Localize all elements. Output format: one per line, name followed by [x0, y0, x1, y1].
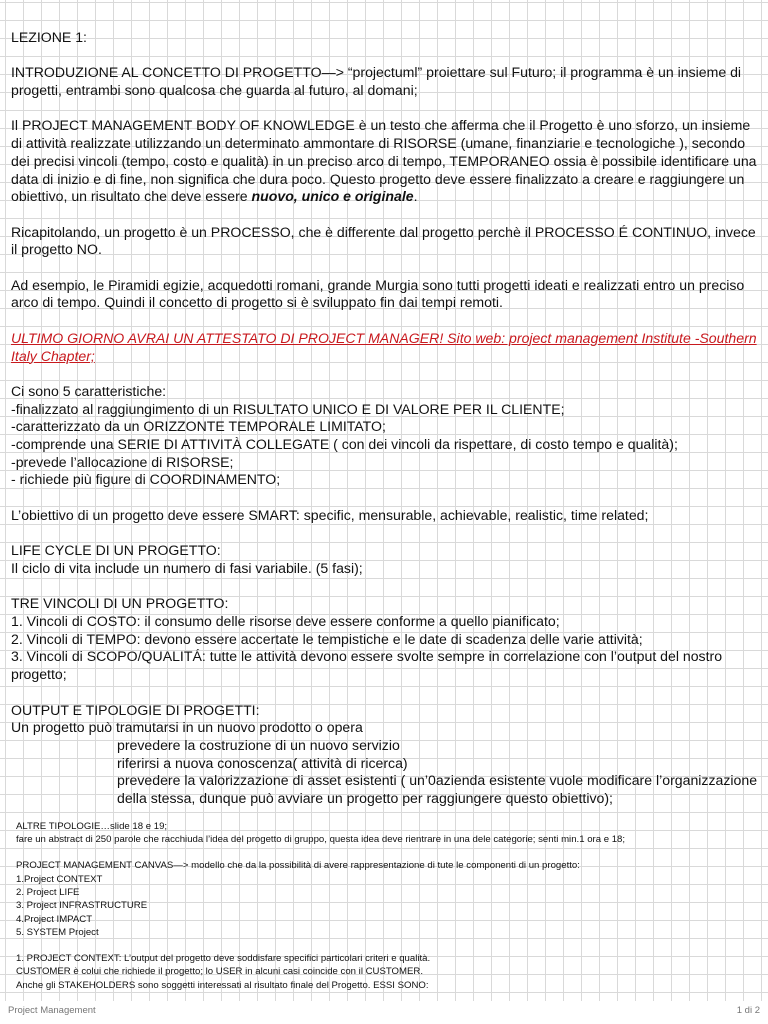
life-cycle-title: LIFE CYCLE DI UN PROGETTO: — [11, 542, 221, 559]
document-page — [11, 29, 759, 992]
page-number: 1 di 2 — [736, 1005, 760, 1016]
output-item: riferirsi a nuova conoscenza( attività di ricerca) — [117, 754, 408, 771]
canvas-item: 2. Project LIFE — [16, 886, 80, 898]
canvas-item: 1.Project CONTEXT — [16, 873, 103, 885]
characteristic-item: - richiede più figure di COORDINAMENTO; — [11, 471, 281, 488]
canvas-item: 3. Project INFRASTRUCTURE — [16, 900, 148, 912]
output-text: Un progetto può tramutarsi in un nuovo prodotto o opera — [11, 719, 363, 736]
characteristic-item: -finalizzato al raggiungimento di un RISULTATO UNICO E DI VALORE PER IL CLIENTE; — [11, 400, 565, 417]
red-note-link[interactable]: ULTIMO GIORNO AVRAI UN ATTESTATO DI PROJECT MANAGER! Sito web: project management Institute -Southern Italy Chapter; — [11, 329, 757, 364]
paragraph-recap: Ricapitolando, un progetto è un PROCESSO, che è differente dal progetto perchè il PROCESSO É CONTINUO, invece il progetto NO. — [11, 223, 756, 258]
constraint-item: 1. Vincoli di COSTO: il consumo delle risorse deve essere conforme a quello pianificato; — [11, 613, 560, 630]
other-types-note: ALTRE TIPOLOGIE…slide 18 e 19; — [16, 820, 168, 832]
output-title: OUTPUT E TIPOLOGIE DI PROGETTI: — [11, 701, 260, 718]
context-line: Anche gli STAKEHOLDERS sono soggetti interessati al risultato finale del Progetto. ESSI SONO: — [16, 979, 429, 991]
canvas-title: PROJECT MANAGEMENT CANVAS—> modello che da la possibilità di avere rappresentazione di tute le componenti di un progetto: — [16, 860, 580, 872]
paragraph-example: Ad esempio, le Piramidi egizie, acquedotti romani, grande Murgia sono tutti progetti ideati e realizzati entro un preciso arco di tempo. Quindi il concetto di progetto si è sviluppato fin dai tempi remoti. — [11, 276, 745, 311]
output-item: prevedere la costruzione di un nuovo servizio — [117, 736, 400, 753]
characteristic-item: -comprende una SERIE DI ATTIVITÀ COLLEGATE ( con dei vincoli da rispettare, di costo tempo e qualità); — [11, 436, 678, 453]
life-cycle-text: Il ciclo di vita include un numero di fasi variabile. (5 fasi); — [11, 559, 363, 576]
constraints-title: TRE VINCOLI DI UN PROGETTO: — [11, 595, 229, 612]
context-line: 1. PROJECT CONTEXT: L’output del progetto deve soddisfare specifici particolari criteri e qualità. — [16, 953, 431, 965]
pmbok-text: Il PROJECT MANAGEMENT BODY OF KNOWLEDGE è un testo che afferma che il Progetto è uno sforzo, un insieme di attività realizzate utilizzando un determinato ammontare di RISORSE (umane, finanziarie e tecnologiche ), secondo dei precisi vincoli (tempo, costo e qualità) in un preciso arco di tempo, TEMPORANEO ossia è possibile identificare una data di inizio e di fine, non significa che dura poco. Questo progetto deve essere finalizzato a creare e raggiungere un obiettivo, un risultato che deve essere — [11, 117, 757, 205]
characteristic-item: -prevede l’allocazione di RISORSE; — [11, 453, 234, 470]
paragraph-smart: L’obiettivo di un progetto deve essere SMART: specific, mensurable, achievable, realistic, time related; — [11, 506, 649, 523]
constraint-item: 3. Vincoli di SCOPO/QUALITÁ: tutte le attività devono essere svolte sempre in correlazione con l’output del nostro progetto; — [11, 648, 723, 683]
pmbok-end: . — [413, 188, 418, 205]
canvas-item: 4.Project IMPACT — [16, 913, 93, 925]
lesson-heading: LEZIONE 1: — [11, 29, 87, 45]
footer-title: Project Management — [8, 1005, 96, 1016]
paragraph-pmbok — [11, 117, 759, 206]
constraint-item: 2. Vincoli di TEMPO: devono essere accertate le tempistiche e le date di scadenza delle varie attività; — [11, 630, 643, 647]
characteristic-item: -caratterizzato da un ORIZZONTE TEMPORALE LIMITATO; — [11, 418, 386, 435]
pmbok-emphasis: nuovo, unico e originale — [251, 188, 414, 205]
page-footer — [0, 1001, 768, 1024]
output-item: prevedere la valorizzazione di asset esistenti ( un’0azienda esistente vuole modificare l’organizzazione della stessa, dunque può avviare un progetto per raggiungere questo obiettivo); — [117, 772, 758, 807]
characteristics-intro: Ci sono 5 caratteristiche: — [11, 382, 167, 399]
context-line: CUSTOMER è colui che richiede il progetto; lo USER in alcuni casi coincide con il CUSTOMER. — [16, 966, 424, 978]
paragraph-intro: INTRODUZIONE AL CONCETTO DI PROGETTO—> “projectuml” proiettare sul Futuro; il programma è un insieme di progetti, entrambi sono qualcosa che guarda al futuro, al domani; — [11, 64, 742, 99]
abstract-note: fare un abstract di 250 parole che racchiuda l’idea del progetto di gruppo, questa idea deve rientrare in una dele categorie; senti min.1 ora e 18; — [16, 834, 626, 846]
canvas-item: 5. SYSTEM Project — [16, 926, 99, 938]
